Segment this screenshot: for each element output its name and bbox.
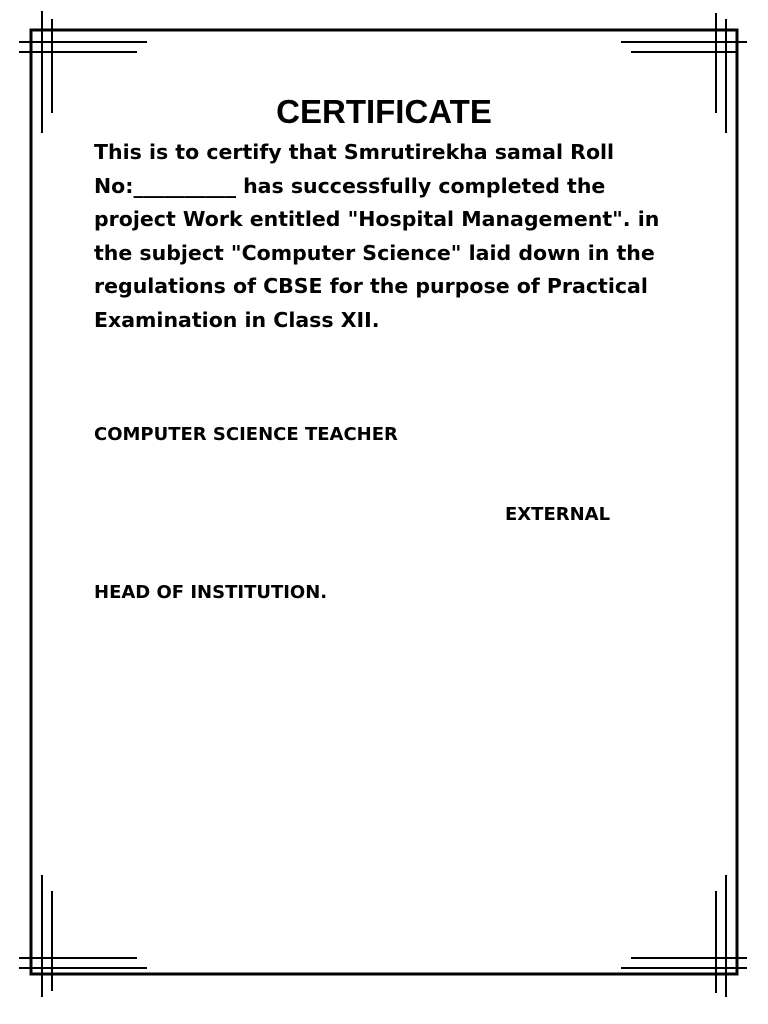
signature-label-external: EXTERNAL (505, 504, 611, 525)
certificate-body: This is to certify that Smrutirekha samal Roll No:__________ has successfully completed the project Work entitled "Hospital Management". in the subject "Computer Science" laid down in the regulations of CBSE for the purpose of Practical Examination in Class XII. (94, 140, 660, 332)
corner-ornament-bottom-right (622, 876, 746, 996)
certificate-title: CERTIFICATE (276, 93, 492, 130)
corner-ornament-bottom-left (20, 876, 146, 996)
signature-label-head: HEAD OF INSTITUTION. (94, 582, 328, 603)
signature-label-teacher: COMPUTER SCIENCE TEACHER (94, 424, 398, 445)
